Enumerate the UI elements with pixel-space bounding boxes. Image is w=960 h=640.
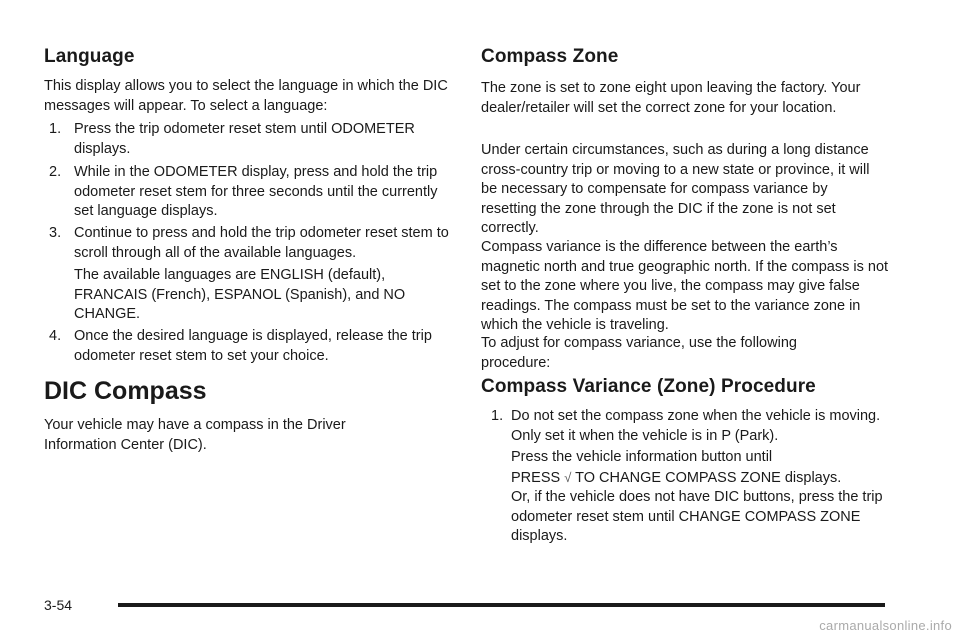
compass-zone-para-1: The zone is set to zone eight upon leaving the factory. Your dealer/retailer will set the correct zone for your location. [481,80,861,116]
step-text: Continue to press and hold the trip odometer reset stem to scroll through all of the available languages. [74,225,449,261]
press-message: TO CHANGE COMPASS ZONE displays. [575,469,842,486]
step-text: Do not set the compass zone when the vehicle is moving. Only set it when the vehicle is in P (Park). [511,408,881,444]
step-text: Once the desired language is displayed, release the trip odometer reset stem to set your choice. [74,328,432,364]
compass-zone-para-4: To adjust for compass variance, use the following procedure: [481,335,797,371]
step-number: 4. [49,328,62,344]
compass-zone-para-3: Compass variance is the difference between the earth’s magnetic north and true geographic north. If the compass is not set to the zone where you live, the compass may give false readings. The compass must be set to the variance zone in which the vehicle is traveling. [481,239,889,333]
checkmark-icon: √ [564,469,572,485]
watermark: carmanualsonline.info [819,618,952,633]
press-instruction: Press the vehicle information button until [511,449,773,465]
dic-compass-heading: DIC Compass [44,377,207,405]
step-number: 1. [49,121,62,137]
page-number: 3-54 [44,597,73,613]
procedure-alt-text: Or, if the vehicle does not have DIC buttons, press the trip odometer reset stem until CHANGE COMPASS ZONE displays. [511,489,883,544]
press-label: PRESS [511,469,561,486]
footer-rule [118,603,885,607]
procedure-heading: Compass Variance (Zone) Procedure [481,376,816,397]
language-intro: This display allows you to select the language in which the DIC messages will appear. To select a language: [44,78,448,114]
procedure-press-line [511,448,901,488]
step-number: 1. [491,408,504,424]
dic-compass-text: Your vehicle may have a compass in the Driver Information Center (DIC). [44,417,346,453]
available-languages-note: The available languages are ENGLISH (default), FRANCAIS (French), ESPANOL (Spanish), and NO CHANGE. [74,267,406,322]
step-text: While in the ODOMETER display, press and hold the trip odometer reset stem for three seconds until the currently set language displays. [74,164,438,219]
compass-zone-para-2: Under certain circumstances, such as during a long distance cross-country trip or moving to a new state or province, it will be necessary to compensate for compass variance by resetting the zone through the DIC if the zone is not set correctly. [481,142,870,236]
language-heading: Language [44,46,135,67]
step-number: 2. [49,164,62,180]
compass-zone-heading: Compass Zone [481,46,619,67]
step-number: 3. [49,225,62,241]
step-text: Press the trip odometer reset stem until ODOMETER displays. [74,121,415,157]
